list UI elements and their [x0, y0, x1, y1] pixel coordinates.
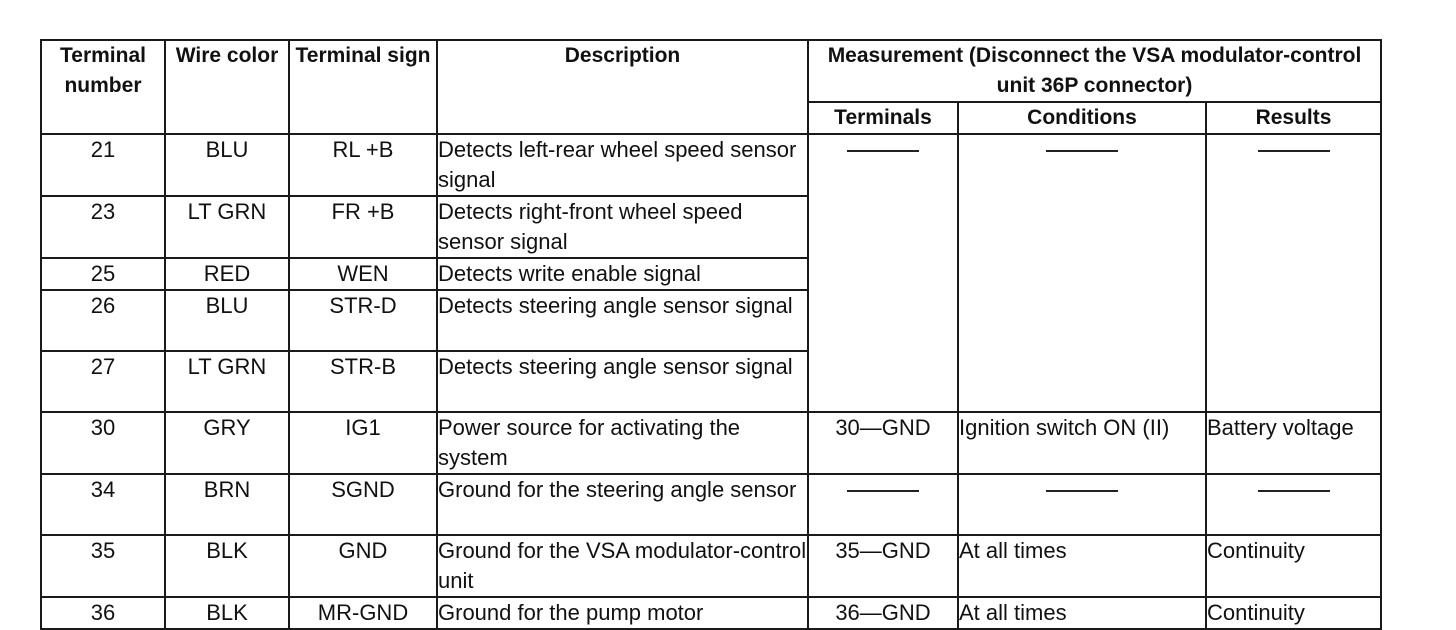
cell-number: 23	[41, 196, 165, 258]
header-measurement: Measurement (Disconnect the VSA modulator-control unit 36P connector)	[808, 40, 1381, 102]
cell-number: 35	[41, 535, 165, 597]
cell-wire: BRN	[165, 474, 289, 535]
cell-conditions-blank	[958, 474, 1206, 535]
table-row	[41, 134, 1381, 196]
dash-mark	[847, 490, 919, 492]
header-description: Description	[437, 40, 808, 134]
cell-terminals: 35—GND	[808, 535, 958, 597]
cell-conditions: At all times	[958, 535, 1206, 597]
cell-results-blank	[1206, 134, 1381, 412]
cell-sign: STR-D	[289, 290, 437, 351]
cell-number: 26	[41, 290, 165, 351]
cell-sign: GND	[289, 535, 437, 597]
cell-wire: BLU	[165, 290, 289, 351]
cell-conditions-blank	[958, 134, 1206, 412]
cell-results: Continuity	[1206, 597, 1381, 629]
cell-sign: MR-GND	[289, 597, 437, 629]
header-conditions: Conditions	[958, 102, 1206, 134]
dash-mark	[1258, 490, 1330, 492]
cell-number: 27	[41, 351, 165, 412]
header-terminals: Terminals	[808, 102, 958, 134]
cell-results: Continuity	[1206, 535, 1381, 597]
header-terminal-number: Terminal number	[41, 40, 165, 134]
cell-wire: BLK	[165, 535, 289, 597]
cell-number: 21	[41, 134, 165, 196]
cell-description: Detects write enable signal	[437, 258, 808, 290]
cell-sign: STR-B	[289, 351, 437, 412]
cell-number: 25	[41, 258, 165, 290]
cell-wire: GRY	[165, 412, 289, 474]
cell-terminals: 30—GND	[808, 412, 958, 474]
table-row	[41, 474, 1381, 535]
cell-wire: BLU	[165, 134, 289, 196]
terminal-table	[40, 39, 1382, 630]
cell-wire: RED	[165, 258, 289, 290]
dash-mark	[1046, 150, 1118, 152]
cell-sign: RL +B	[289, 134, 437, 196]
cell-description: Detects steering angle sensor signal	[437, 290, 808, 351]
cell-terminals-blank	[808, 474, 958, 535]
cell-description: Detects steering angle sensor signal	[437, 351, 808, 412]
cell-wire: LT GRN	[165, 196, 289, 258]
cell-number: 30	[41, 412, 165, 474]
table-row	[41, 597, 1381, 629]
cell-conditions: Ignition switch ON (II)	[958, 412, 1206, 474]
cell-wire: BLK	[165, 597, 289, 629]
cell-sign: SGND	[289, 474, 437, 535]
cell-description: Ground for the VSA modulator-control unit	[437, 535, 808, 597]
cell-description: Ground for the steering angle sensor	[437, 474, 808, 535]
cell-description: Ground for the pump motor	[437, 597, 808, 629]
header-wire-color: Wire color	[165, 40, 289, 134]
cell-sign: IG1	[289, 412, 437, 474]
cell-terminals: 36—GND	[808, 597, 958, 629]
cell-conditions: At all times	[958, 597, 1206, 629]
cell-sign: FR +B	[289, 196, 437, 258]
dash-mark	[1046, 490, 1118, 492]
cell-description: Detects right-front wheel speed sensor signal	[437, 196, 808, 258]
header-results: Results	[1206, 102, 1381, 134]
cell-wire: LT GRN	[165, 351, 289, 412]
cell-sign: WEN	[289, 258, 437, 290]
cell-description: Detects left-rear wheel speed sensor signal	[437, 134, 808, 196]
cell-results-blank	[1206, 474, 1381, 535]
table-row	[41, 412, 1381, 474]
dash-mark	[847, 150, 919, 152]
cell-number: 36	[41, 597, 165, 629]
table-row	[41, 535, 1381, 597]
dash-mark	[1258, 150, 1330, 152]
cell-number: 34	[41, 474, 165, 535]
header-terminal-sign: Terminal sign	[289, 40, 437, 134]
cell-description: Power source for activating the system	[437, 412, 808, 474]
cell-results: Battery voltage	[1206, 412, 1381, 474]
cell-terminals-blank	[808, 134, 958, 412]
